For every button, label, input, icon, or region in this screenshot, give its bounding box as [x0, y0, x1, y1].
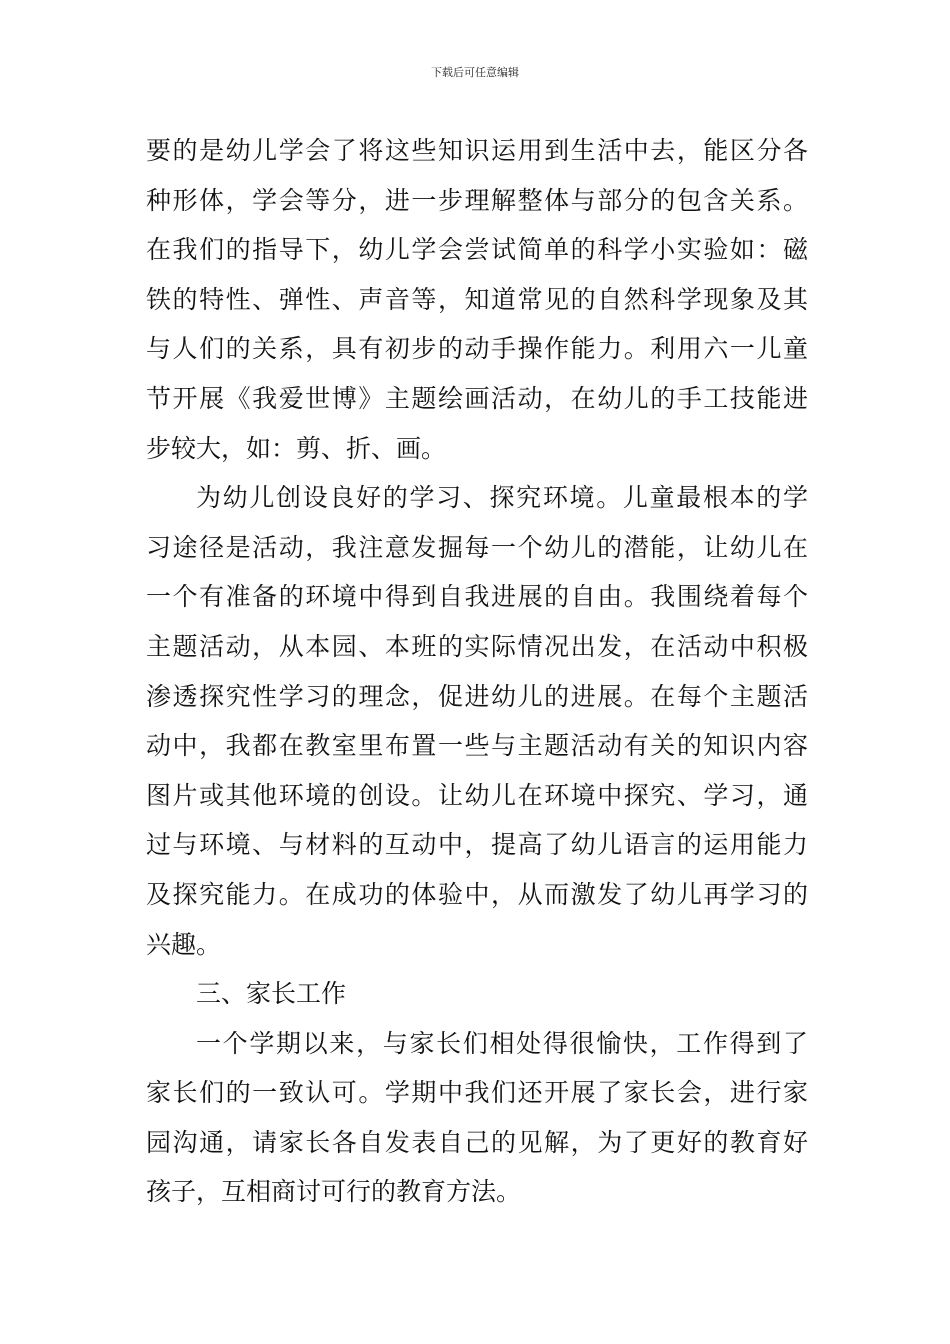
text-line: 孩子，互相商讨可行的教育方法。	[146, 1177, 522, 1207]
text-line: 图片或其他环境的创设。让幼儿在环境中探究、学习，通	[146, 780, 808, 810]
text-line: 园沟通，请家长各自发表自己的见解，为了更好的教育好	[146, 1127, 808, 1157]
page-header: 下载后可任意编辑	[431, 66, 519, 79]
text-line: 铁的特性、弹性、声音等，知道常见的自然科学现象及其	[146, 284, 808, 314]
text-line: 三、家长工作	[196, 979, 347, 1009]
text-line: 一个学期以来，与家长们相处得很愉快，工作得到了	[196, 1028, 808, 1058]
text-line: 要的是幼儿学会了将这些知识运用到生活中去，能区分各	[146, 136, 808, 165]
text-line: 主题活动，从本园、本班的实际情况出发，在活动中积极	[146, 631, 808, 661]
text-line: 兴趣。	[146, 929, 222, 959]
text-line: 一个有准备的环境中得到自我进展的自由。我围绕着每个	[146, 582, 808, 612]
text-line: 家长们的一致认可。学期中我们还开展了家长会，进行家	[146, 1078, 808, 1108]
text-line: 及探究能力。在成功的体验中，从而激发了幼儿再学习的	[146, 879, 808, 909]
text-line: 过与环境、与材料的互动中，提高了幼儿语言的运用能力	[146, 830, 808, 860]
text-line: 节开展《我爱世博》主题绘画活动，在幼儿的手工技能进	[146, 383, 808, 413]
document-body	[146, 126, 808, 1217]
text-line: 步较大，如：剪、折、画。	[146, 433, 447, 463]
text-line: 与人们的关系，具有初步的动手操作能力。利用六一儿童	[146, 334, 808, 364]
text-line: 渗透探究性学习的理念，促进幼儿的进展。在每个主题活	[146, 681, 808, 711]
text-line: 为幼儿创设良好的学习、探究环境。儿童最根本的学	[196, 483, 808, 513]
text-line: 习途径是活动，我注意发掘每一个幼儿的潜能，让幼儿在	[146, 532, 808, 562]
text-line: 动中，我都在教室里布置一些与主题活动有关的知识内容	[146, 731, 808, 761]
text-line: 在我们的指导下，幼儿学会尝试简单的科学小实验如：磁	[146, 235, 808, 265]
text-line: 种形体，学会等分，进一步理解整体与部分的包含关系。	[146, 185, 808, 215]
